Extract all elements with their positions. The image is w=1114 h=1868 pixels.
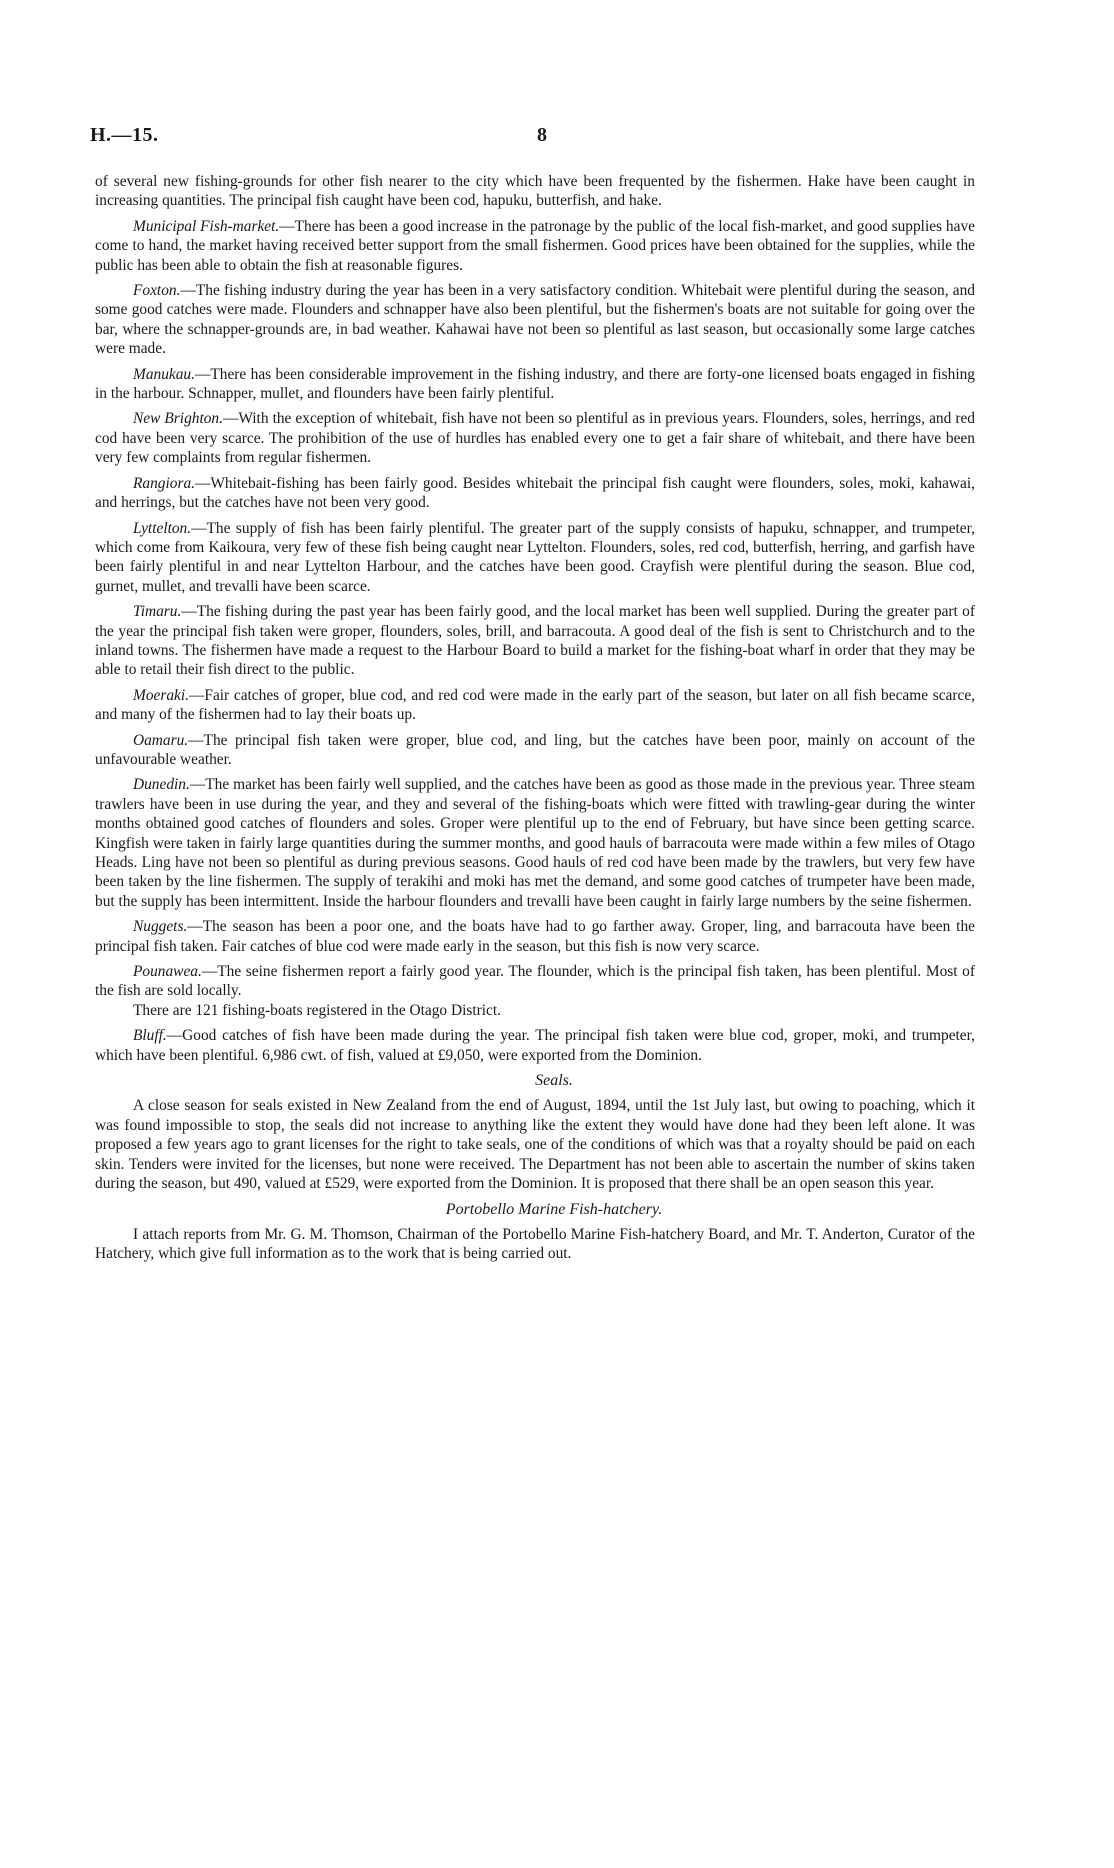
district-paragraph (95, 281, 975, 359)
district-name: Rangiora. (133, 474, 195, 492)
district-name: Dunedin. (133, 776, 190, 794)
district-text: —Good catches of fish have been made during the year. The principal fish taken were blue cod, groper, moki, and trumpeter, which have been plentiful. 6,986 cwt. of fish, valued at £9,050, were exported from the Dominion. (95, 1027, 975, 1064)
district-text: —The principal fish taken were groper, blue cod, and ling, but the catches have been poor, mainly on account of the unfavourable weather. (95, 731, 975, 768)
district-text: —The season has been a poor one, and the boats have had to go farther away. Groper, ling, and barracouta have been the principal fish taken. Fair catches of blue cod were made early in the season, but this fish is now very scarce. (95, 918, 975, 955)
district-text: —Fair catches of groper, blue cod, and red cod were made in the early part of the season, but later on all fish became scarce, and many of the fishermen had to lay their boats up. (95, 686, 975, 724)
district-name: Manukau. (133, 365, 195, 383)
district-name: Municipal Fish-market. (133, 217, 280, 235)
district-name: Nuggets. (133, 918, 188, 936)
district-paragraph (95, 217, 975, 275)
district-text: —The seine fishermen report a fairly good year. The flounder, which is the principal fish taken, has been plentiful. Most of the fish are sold locally. (95, 963, 975, 1000)
district-text: —The fishing during the past year has been fairly good, and the local market has been well supplied. During the greater part of the year the principal fish taken were groper, flounders, soles, brill, and barracouta. A good deal of the fish is sent to Christchurch and to the inland towns. The fishermen have made a request to the Harbour Board to build a market for the fishing-boat wharf in order that they may be able to retail their fish direct to the public. (95, 603, 975, 679)
district-text: —There has been a good increase in the patronage by the public of the local fish-market, and good supplies have come to hand, the market having received better support from the small fishermen. Good prices have been obtained for the supplies, while the public has been able to obtain the fish at reasonable figures. (95, 217, 975, 274)
district-name: Pounawea. (133, 963, 202, 981)
document-reference: H.—15. (90, 124, 159, 146)
district-paragraph (95, 731, 975, 770)
seals-paragraph: A close season for seals existed in New Zealand from the end of August, 1894, until the 1st July last, but owing to poaching, which it was found impossible to stop, the seals did not increase to anything like the extent they would have done had they been left alone. It was proposed a few years ago to grant licenses for the right to take seals, one of the conditions of which was that a royalty should be paid on each skin. Tenders were invited for the licenses, but none were received. The Department has not been able to ascertain the number of skins taken during the season, but 490, valued at £529, were exported from the Dominion. It is proposed that there shall be an open season this year. (95, 1097, 975, 1193)
district-text: —There has been considerable improvement in the fishing industry, and there are forty-one licensed boats engaged in fishing in the harbour. Schnapper, mullet, and flounders have been fairly plentiful. (95, 365, 975, 403)
district-paragraph (95, 775, 975, 911)
district-name: Moeraki. (133, 686, 189, 704)
district-name: Lyttelton. (133, 519, 192, 537)
district-text: —The supply of fish has been fairly plentiful. The greater part of the supply consists of hapuku, schnapper, and trumpeter, which come from Kaikoura, very few of these fish being caught near Lyttelton. Flounders, soles, red cod, butterfish, herring, and garfish have been fairly plentiful in and near Lyttelton Harbour, and the catches have been good. Crayfish were plentiful during the season. Blue cod, gurnet, mullet, and trevalli have been scarce. (95, 519, 975, 595)
hatchery-paragraph: I attach reports from Mr. G. M. Thomson, Chairman of the Portobello Marine Fish-hatchery Board, and Mr. T. Anderton, Curator of the Hatchery, which give full information as to the work that is being carried out. (95, 1225, 975, 1263)
district-paragraph (95, 686, 975, 725)
district-paragraph (95, 962, 975, 1001)
district-text: —With the exception of whitebait, fish have not been so plentiful as in previous years. Flounders, soles, herrings, and red cod have been very scarce. The prohibition of the use of hurdles has enabled every one to get a fair share of whitebait, and there have been very few complaints from regular fishermen. (95, 410, 975, 467)
district-paragraph (95, 1026, 975, 1065)
otago-boats-note: There are 121 fishing-boats registered in the Otago District. (133, 1001, 501, 1019)
intro-paragraph: of several new fishing-grounds for other fish nearer to the city which have been frequented by the fishermen. Hake have been caught in increasing quantities. The principal fish caught have been cod, hapuku, butterfish, and hake. (95, 173, 975, 210)
district-name: Bluff. (133, 1027, 167, 1045)
district-paragraph (95, 917, 975, 956)
district-name: New Brighton. (133, 410, 223, 428)
hatchery-section-title: Portobello Marine Fish-hatchery. (445, 1200, 663, 1218)
report-body (95, 172, 975, 1270)
district-name: Oamaru. (133, 731, 189, 749)
district-paragraph (95, 474, 975, 513)
district-name: Timaru. (133, 603, 182, 621)
district-text: —Whitebait-fishing has been fairly good. Besides whitebait the principal fish caught were flounders, soles, moki, kahawai, and herrings, but the catches have not been very good. (95, 474, 975, 512)
page-number: 8 (537, 124, 547, 146)
district-name: Foxton. (133, 282, 181, 300)
district-paragraph (95, 409, 975, 467)
district-text: —The market has been fairly well supplied, and the catches have been as good as those made in the previous year. Three steam trawlers have been in use during the year, and they and several of the fishing-boats which were fitted with trawling-gear during the winter months obtained good catches of flounders and soles. Groper were plentiful up to the end of February, but have since been getting scarce. Kingfish were taken in fairly large quantities during the summer months, and good hauls of barracouta were made within a few miles of Otago Heads. Ling have not been so plentiful as during previous seasons. Good hauls of red cod have been made by the trawlers, but very few have been taken by the line fishermen. The supply of terakihi and moki has met the demand, and some good catches of trumpeter have been made, but the supply has been intermittent. Inside the harbour flounders and trevalli have been caught in fairly large numbers by the seine fishermen. (95, 776, 975, 910)
district-paragraph (95, 365, 975, 404)
seals-section-title: Seals. (535, 1072, 573, 1090)
district-paragraph (95, 519, 975, 597)
district-text: —The fishing industry during the year has been in a very satisfactory condition. Whitebait were plentiful during the season, and some good catches were made. Flounders and schnapper have also been plentiful, but the fishermen's boats are not suitable for going over the bar, where the schnapper-grounds are, in bad weather. Kahawai have not been so plentiful as last season, but occasionally some large catches were made. (95, 282, 975, 358)
district-paragraph (95, 602, 975, 680)
